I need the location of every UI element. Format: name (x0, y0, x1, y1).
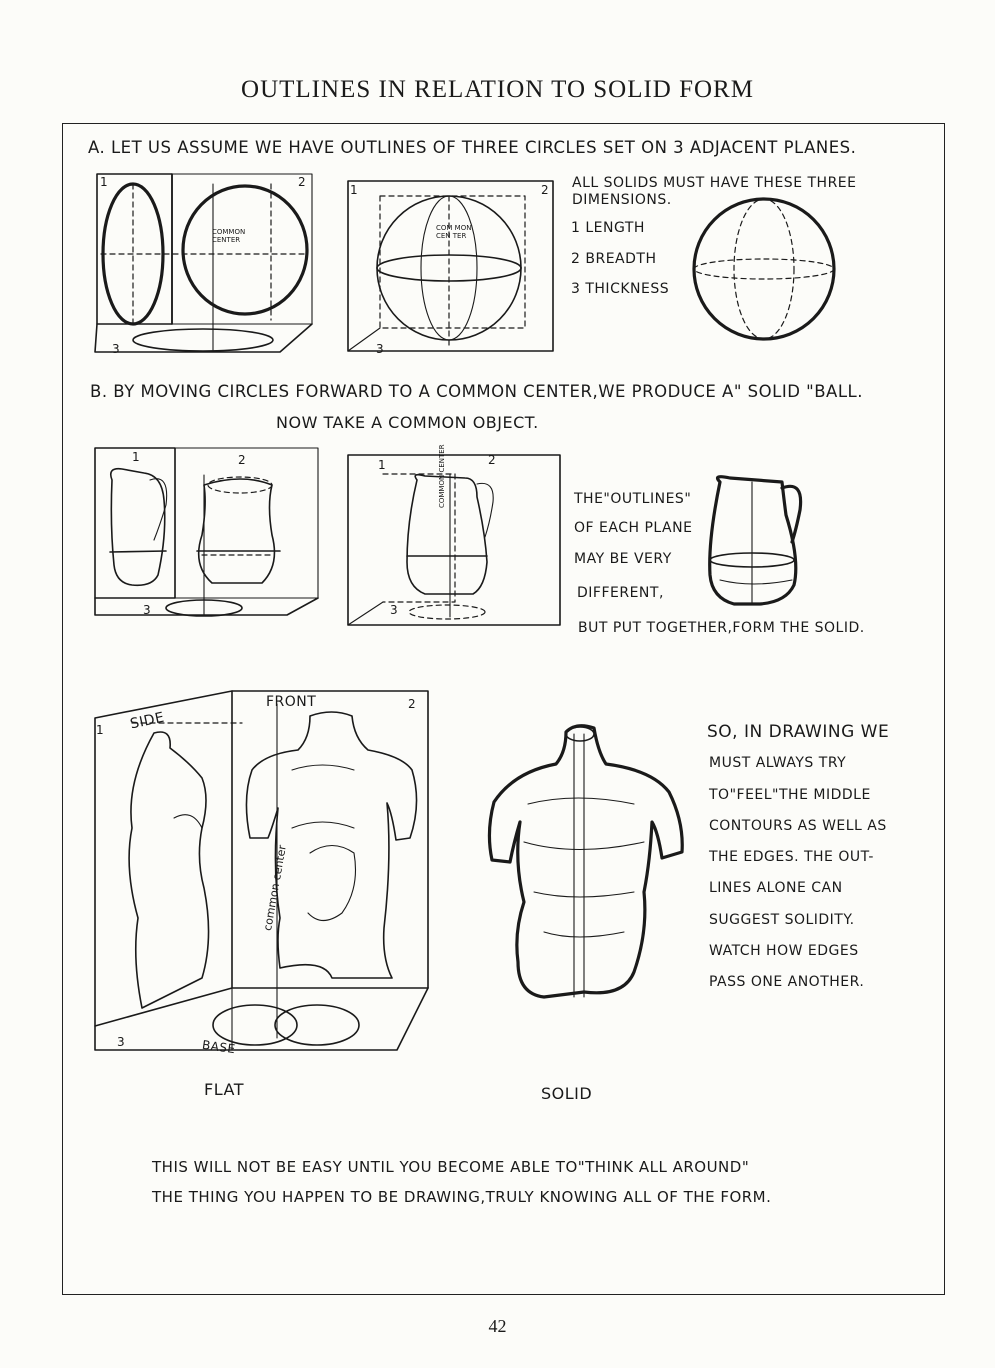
dimensions-intro-1: ALL SOLIDS MUST HAVE THESE THREE (572, 175, 857, 191)
torso-note-1: SO, IN DRAWING WE (707, 722, 890, 742)
page-number: 42 (488, 1316, 507, 1336)
plane-number-2: 2 (298, 175, 306, 189)
common-center-torso-label: common center (261, 844, 289, 932)
jug-note-1: THE"OUTLINES" (574, 491, 692, 507)
plane-number-1e: 1 (96, 723, 104, 737)
plane-number-1c: 1 (132, 450, 140, 464)
side-label: SIDE (128, 709, 166, 733)
common-center-label-b: COM MON CEN TER (436, 224, 472, 240)
section-a-heading: A. LET US ASSUME WE HAVE OUTLINES OF THREE CIRCLES SET ON 3 ADJACENT PLANES. (88, 138, 857, 157)
jug-note-3: MAY BE VERY (574, 551, 672, 567)
jug-note-4: DIFFERENT, (577, 585, 664, 601)
flat-caption: FLAT (204, 1080, 244, 1099)
torso-note-2: MUST ALWAYS TRY (709, 755, 847, 771)
plane-number-2d: 2 (488, 453, 496, 467)
figure-solid-sphere (690, 196, 840, 346)
plane-number-3b: 3 (376, 342, 384, 356)
dimension-length: 1 LENGTH (571, 220, 645, 236)
jug-note-2: OF EACH PLANE (574, 520, 693, 536)
common-center-vertical-label: COMMON CENTER (438, 444, 446, 508)
base-label: BASE (201, 1037, 237, 1057)
closing-line-1: THIS WILL NOT BE EASY UNTIL YOU BECOME ABLE TO"THINK ALL AROUND" (152, 1158, 750, 1176)
plane-number-2b: 2 (541, 183, 549, 197)
common-center-label: COMMON CENTER (212, 228, 246, 244)
torso-note-5: THE EDGES. THE OUT- (709, 849, 874, 865)
plane-number-1d: 1 (378, 458, 386, 472)
plane-number-1: 1 (100, 175, 108, 189)
torso-note-3: TO"FEEL"THE MIDDLE (709, 787, 871, 803)
section-b-heading: B. BY MOVING CIRCLES FORWARD TO A COMMON CENTER,WE PRODUCE A" SOLID "BALL. (90, 382, 863, 401)
page-title: OUTLINES IN RELATION TO SOLID FORM (241, 76, 754, 103)
plane-number-3: 3 (112, 342, 120, 356)
closing-line-2: THE THING YOU HAPPEN TO BE DRAWING,TRULY KNOWING ALL OF THE FORM. (152, 1188, 772, 1206)
torso-note-8: WATCH HOW EDGES (709, 943, 859, 959)
plane-number-2c: 2 (238, 453, 246, 467)
torso-note-4: CONTOURS AS WELL AS (709, 818, 887, 834)
figure-solid-jug (700, 470, 820, 610)
figure-jug-outlines (92, 445, 324, 623)
front-label: FRONT (266, 694, 317, 710)
figure-sphere-in-box (345, 178, 560, 358)
plane-number-3c: 3 (143, 603, 151, 617)
figure-torso-solid (484, 712, 694, 1012)
dimension-breadth: 2 BREADTH (571, 251, 657, 267)
plane-number-1b: 1 (350, 183, 358, 197)
figure-jug-in-box (345, 452, 565, 630)
section-b-subheading: NOW TAKE A COMMON OBJECT. (276, 413, 539, 432)
figure-circles-on-planes (93, 170, 323, 360)
plane-number-3e: 3 (117, 1035, 125, 1049)
torso-note-9: PASS ONE ANOTHER. (709, 974, 865, 990)
dimensions-intro-2: DIMENSIONS. (572, 192, 672, 208)
figure-torso-flat (92, 688, 432, 1060)
solid-caption: SOLID (541, 1084, 593, 1103)
plane-number-2e: 2 (408, 697, 416, 711)
plane-number-3d: 3 (390, 603, 398, 617)
torso-note-6: LINES ALONE CAN (709, 880, 843, 896)
torso-note-7: SUGGEST SOLIDITY. (709, 912, 855, 928)
dimension-thickness: 3 THICKNESS (571, 281, 670, 297)
jug-note-5: BUT PUT TOGETHER,FORM THE SOLID. (578, 620, 865, 636)
